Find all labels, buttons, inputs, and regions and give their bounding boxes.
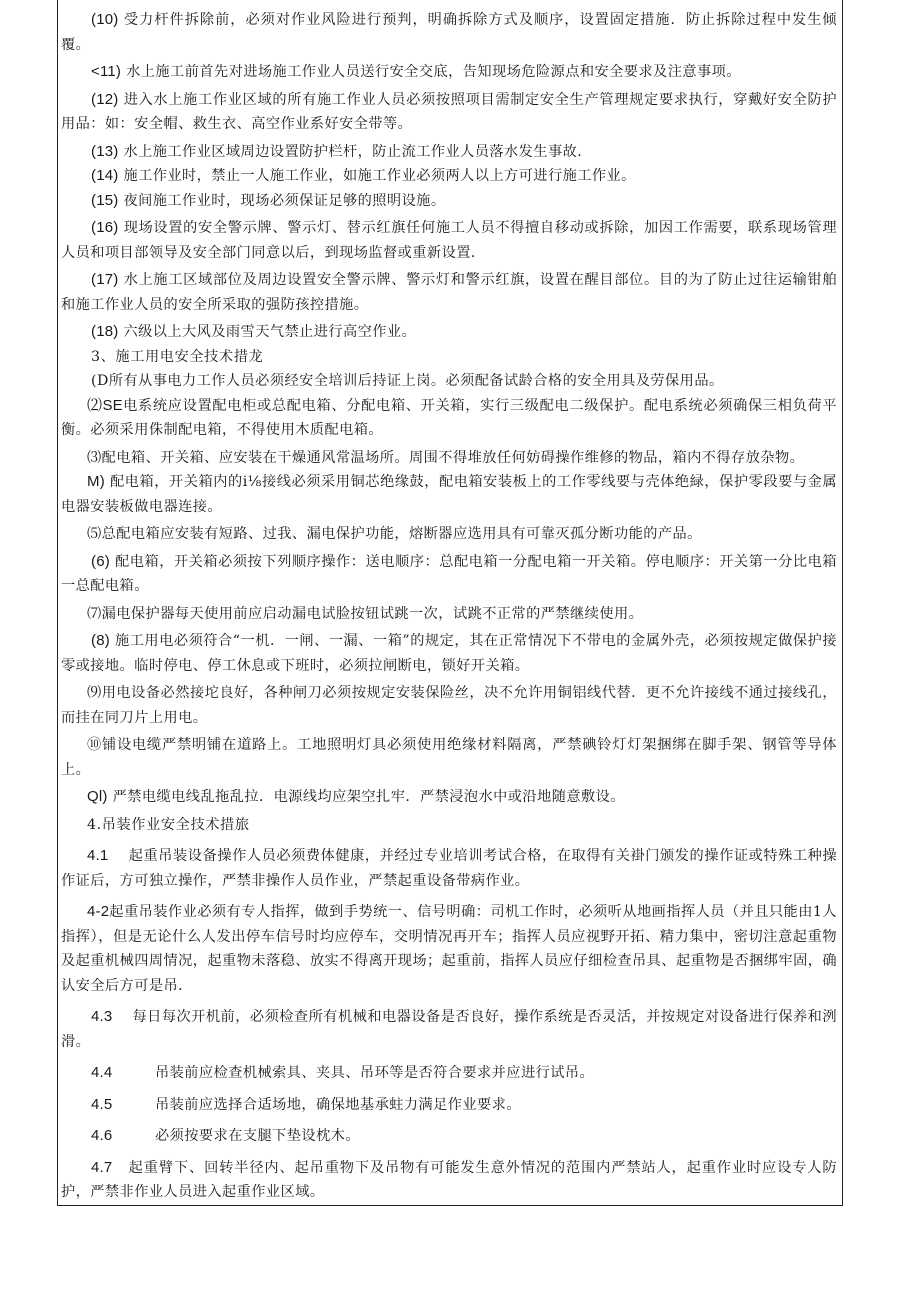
lift-item-4-5 <box>61 1093 837 1118</box>
item-18 <box>61 320 837 345</box>
item-text: 施工用电必须符合“一机．一闸、一漏、一箱”的规定，其在正常情况下不带电的金属外壳，必须按规定做保护接零或接地。临时停电、停工休息或下班时，必须拉闸断电，锁好开关箱。 <box>61 633 837 674</box>
item-text: 起重吊装作业必须有专人指挥，做到手势统一、信号明确：司机工作时，必须听从地画指挥人员（并且只能由1人指挥），但是无论什么人发出停车信号时均应停车，交明情况再开车；指挥人员应视野开拓、精力集中，密切注意起重物及起重机械四周情况，起重物未落稳、放实不得离开现场；起重前，指挥人员应仔细检查吊具、起重物是否捆绑牢固，确认安全后方可是吊． <box>61 904 837 994</box>
item-number: (17) <box>91 271 119 288</box>
item-number: 4.5 <box>91 1095 113 1113</box>
elec-item-9: ⑼用电设备必然接坨良好，各种闸刀必须按规定安装保险丝，决不允许用铜铝线代替．更不允许接线不通过接线孔，而挂在同刀片上用电。 <box>61 685 837 726</box>
item-text: 起重吊装设备操作人员必须费体健康，并经过专业培训考试合格，在取得有关褂门颁发的操作证或特殊工种操作证后，方可独立操作，严禁非操作人员作业，严禁起重设备带病作业。 <box>61 848 838 889</box>
item-text: 水上施工区域部位及周边设置安全警示牌、警示灯和警示红旗，设置在醒目部位。目的为了防止过往运输钳舶和施工作业人员的安全所采取的强防孩控措施。 <box>61 272 838 313</box>
lift-item-4-7 <box>61 1156 837 1205</box>
lift-item-4-6 <box>61 1124 837 1149</box>
item-10 <box>61 8 837 57</box>
item-number: (12) <box>91 90 119 108</box>
item-number: 4.6 <box>91 1127 113 1144</box>
item-number: (14) <box>91 167 119 184</box>
item-17 <box>61 268 837 317</box>
section-4-title: 4.吊装作业安全技术措旅 <box>87 816 250 833</box>
item-text: 受力杆件拆除前，必须对作业风险进行预判，明确拆除方式及顺序，设置固定措施．防止拆除过程中发生倾覆。 <box>61 12 837 53</box>
item-number: M) <box>87 473 105 490</box>
lift-item-4-1 <box>61 844 837 893</box>
item-number: (13) <box>91 142 119 160</box>
elec-item-1: (D所有从事电力工作人员必须经安全培训后持证上岗。必须配备试龄合格的安全用具及劳保用品。 <box>91 373 724 389</box>
item-text: 夜间施工作业时，现场必须保证足够的照明设施。 <box>123 192 446 209</box>
elec-item-6 <box>61 550 837 599</box>
item-text: 水上施工前首先对进场施工作业人员送行安全交底，告知现场危险源点和安全要求及注意事项。 <box>126 64 741 80</box>
item-text: 吊装前应选择合适场地，确保地基承蛀力满足作业要求。 <box>155 1096 521 1113</box>
item-text: 吊装前应检查机械索具、夹具、吊环等是否符合要求并应进行试吊。 <box>155 1065 595 1081</box>
item-number: Ql) <box>87 788 108 805</box>
item-text: 严禁电缆电线乱拖乱拉．电源线均应架空扎牢．严禁浸泡水中或沿地随意敷设。 <box>112 789 625 805</box>
item-number: (18) <box>91 323 119 340</box>
item-12 <box>61 88 837 137</box>
lift-item-4-4 <box>61 1061 837 1086</box>
elec-item-7: ⑺漏电保护器每天使用前应启动漏电试脸按钮试跳一次，试跳不正常的严禁继续使用。 <box>87 605 644 622</box>
item-text: 配电箱，开关箱必须按下列顺序操作：送电顺序：总配电箱一分配电箱一开关箱。停电顺序：开关第一分比电箱一总配电箱。 <box>61 553 837 594</box>
lift-item-4-2 <box>61 900 837 998</box>
item-text: 进入水上施工作业区域的所有施工作业人员必须按照项目需制定安全生产管理规定要求执行，穿戴好安全防护用品：如：安全帽、救生衣、高空作业系好安全带等。 <box>61 91 838 132</box>
item-number: 4.3 <box>91 1008 113 1025</box>
item-number: 4.1 <box>87 847 109 864</box>
elec-item-10: ⑩铺设电缆严禁明铺在道路上。工地照明灯具必须使用绝缘材料隔离，严禁碘铃灯灯架捆绑在脚手架、钢管等导体上。 <box>61 737 837 778</box>
item-number: (6) <box>91 552 110 570</box>
elec-item-3: ⑶配电箱、开关箱、应安装在干燥通风常温场所。周围不得堆放任何妨碍操作维修的物品，箱内不得存放杂物。 <box>87 449 805 466</box>
item-text: 水上施工作业区域周边设置防护栏杆，防止流工作业人员落水发生事故． <box>123 143 592 160</box>
item-14 <box>61 164 837 189</box>
item-number: ⑵SE <box>87 396 123 414</box>
elec-item-2 <box>61 394 837 443</box>
elec-item-11 <box>61 785 837 810</box>
document-body <box>57 8 843 1205</box>
item-text: 电系统应设置配电柜或总配电箱、分配电箱、开关箱，实行三级配电二级保护。配电系统必须确保三相负荷平衡。必须采用侏制配电箱，不得使用木质配电箱。 <box>61 397 837 438</box>
item-number: (8) <box>91 632 110 649</box>
item-number: (16) <box>91 219 119 236</box>
section-3-title: 3、施工用电安全技术措龙 <box>91 348 264 365</box>
item-text: 起重臂下、回转半径内、起吊重物下及吊物有可能发生意外情况的范围内严禁站人，起重作业时应设专人防护，严禁非作业人员进入起重作业区域。 <box>61 1159 837 1200</box>
item-11 <box>61 60 837 85</box>
item-number: (10) <box>91 11 119 28</box>
item-text: 施工作业时，禁止一人施工作业，如施工作业必须两人以上方可进行施工作业。 <box>123 168 636 184</box>
item-text: 每日每次开机前，必须检查所有机械和电器设备是否良好，操作系统是否灵活，并按规定对设备进行保养和洌滑。 <box>61 1009 838 1050</box>
item-text: 六级以上大风及雨雪天气禁止进行高空作业。 <box>123 324 417 340</box>
item-text: 配电箱，开关箱内的i⅛接线必须采用铜芯绝缘鼓，配电箱安装板上的工作零线要与壳体绝緑，保护零段要与金属电器安装板做电器连接。 <box>61 474 837 515</box>
item-number: (15) <box>91 191 119 209</box>
elec-item-8 <box>61 629 837 678</box>
item-number: 4.4 <box>91 1064 113 1081</box>
item-number: <11) <box>91 63 122 80</box>
lift-item-4-3 <box>61 1005 837 1054</box>
item-16 <box>61 216 837 265</box>
item-text: 现场设置的安全警示牌、警示灯、替示红旗任何施工人员不得擅自移动或拆除，加因工作需要，联系现场管理人员和项目部领导及安全部门同意以后，到现场监督或重新设置． <box>61 220 838 261</box>
elec-item-5: ⑸总配电箱应安装有短路、过我、漏电保护功能，熔断器应选用具有可靠灭孤分断功能的产品。 <box>87 526 702 542</box>
item-text: 必须按要求在支腿下垫设枕木。 <box>155 1128 360 1144</box>
item-number: 4-2 <box>87 903 110 920</box>
elec-item-4 <box>61 470 837 519</box>
item-15 <box>61 189 837 214</box>
item-number: 4.7 <box>91 1158 113 1176</box>
item-13 <box>61 140 837 165</box>
